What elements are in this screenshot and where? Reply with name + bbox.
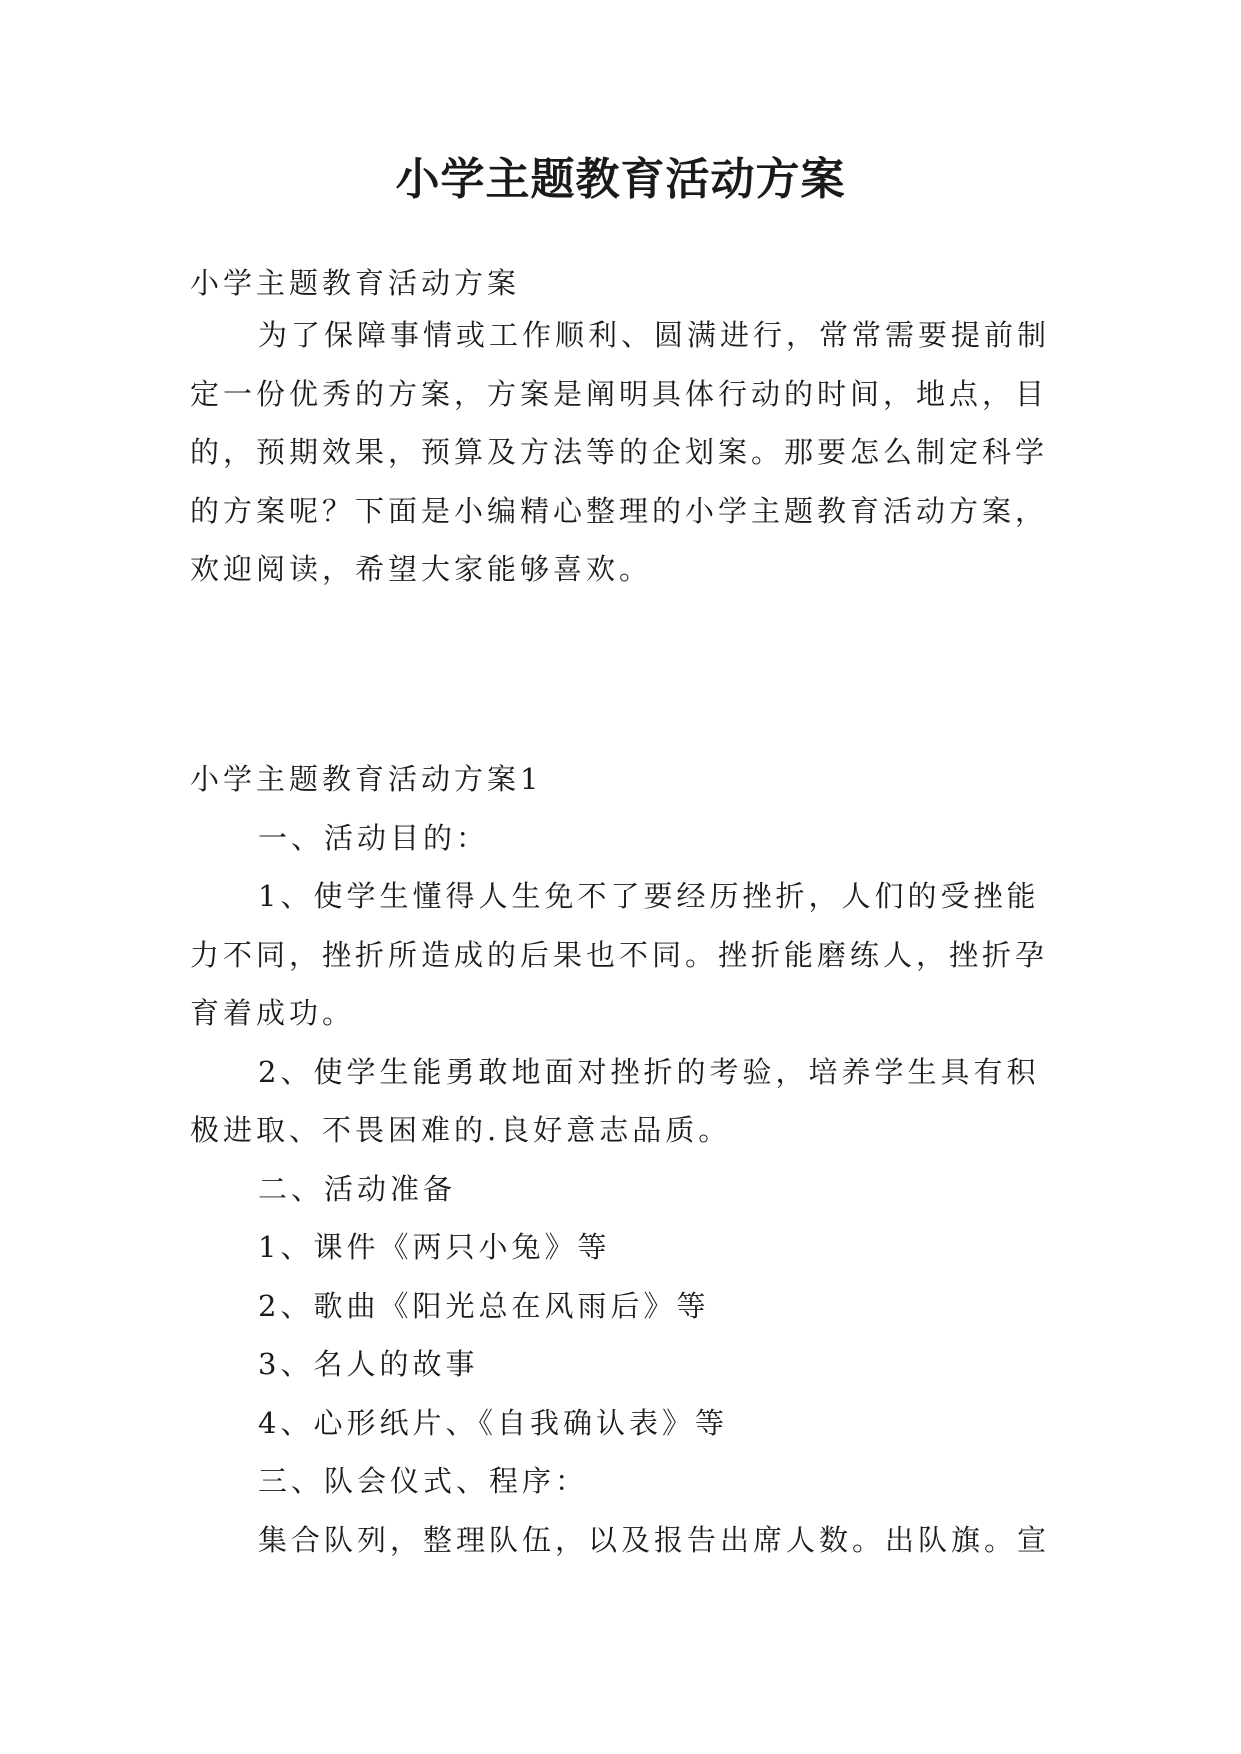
intro-line: 为了保障事情或工作顺利、圆满进行，常常需要提前制 bbox=[258, 318, 1051, 352]
intro-line: 欢迎阅读，希望大家能够喜欢。 bbox=[190, 552, 653, 586]
goal-1-line: 力不同，挫折所造成的后果也不同。挫折能磨练人，挫折孕 bbox=[190, 937, 1049, 972]
prep-item: 2、歌曲《阳光总在风雨后》等 bbox=[258, 1288, 710, 1323]
intro-line: 的方案呢？下面是小编精心整理的小学主题教育活动方案， bbox=[190, 493, 1049, 528]
ceremony-heading: 三、队会仪式、程序： bbox=[258, 1464, 589, 1498]
intro-paragraph bbox=[190, 306, 1070, 599]
goal-2-line: 极进取、不畏困难的.良好意志品质。 bbox=[190, 1113, 732, 1147]
goal-1-line: 育着成功。 bbox=[190, 996, 356, 1030]
document-subtitle bbox=[190, 254, 1070, 313]
goal-heading: 一、活动目的： bbox=[258, 820, 490, 855]
prep-item: 1、课件《两只小兔》等 bbox=[258, 1230, 611, 1264]
subtitle-text: 小学主题教育活动方案 bbox=[190, 266, 521, 300]
intro-line: 的，预期效果，预算及方法等的企划案。那要怎么制定科学 bbox=[190, 435, 1049, 469]
section-heading: 小学主题教育活动方案1 bbox=[190, 762, 543, 796]
goal-2-line: 2、使学生能勇敢地面对挫折的考验，培养学生具有积 bbox=[258, 1054, 1040, 1089]
prep-item: 4、心形纸片、《自我确认表》等 bbox=[258, 1405, 728, 1440]
section-1 bbox=[190, 750, 1070, 1569]
prep-item: 3、名人的故事 bbox=[258, 1347, 479, 1381]
goal-1-line: 1、使学生懂得人生免不了要经历挫折，人们的受挫能 bbox=[258, 879, 1040, 913]
intro-line: 定一份优秀的方案，方案是阐明具体行动的时间，地点，目 bbox=[190, 376, 1049, 411]
document-title: 小学主题教育活动方案 bbox=[395, 154, 846, 205]
ceremony-text: 集合队列，整理队伍，以及报告出席人数。出队旗。宣 bbox=[258, 1522, 1051, 1557]
prep-heading: 二、活动准备 bbox=[258, 1171, 457, 1206]
